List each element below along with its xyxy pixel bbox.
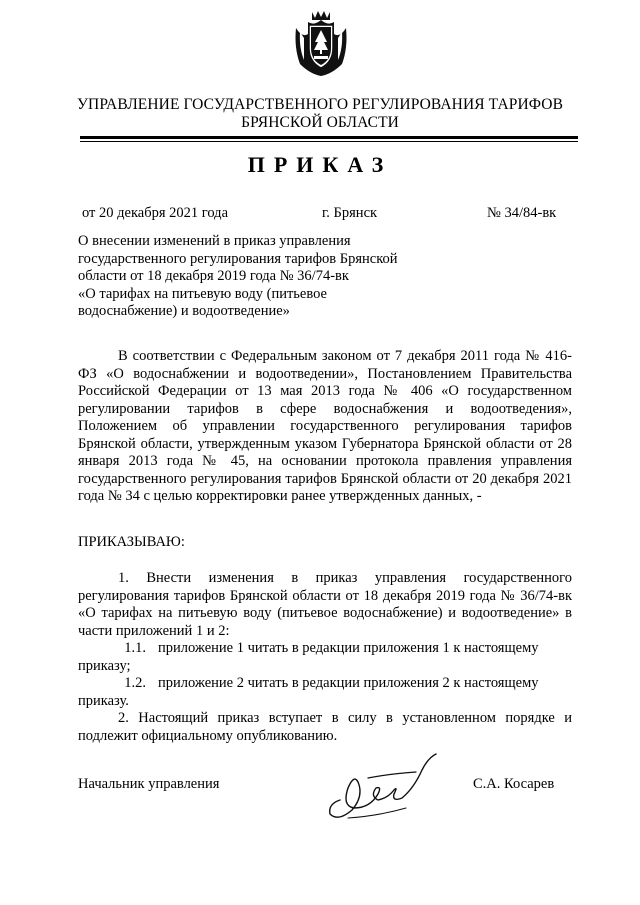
subject-line: государственного регулирования тарифов Брянской xyxy=(78,250,398,267)
item-number: 1.1. xyxy=(124,640,146,656)
document-city: г. Брянск xyxy=(322,205,378,221)
signatory-position: Начальник управления xyxy=(78,776,220,792)
organization-name-line1: УПРАВЛЕНИЕ ГОСУДАРСТВЕННОГО РЕГУЛИРОВАНИЯ ТАРИФОВ xyxy=(76,96,564,113)
signatory-name: С.А. Косарев xyxy=(473,776,555,792)
handwritten-signature xyxy=(318,748,458,828)
subject-line: О внесении изменений в приказ управления xyxy=(78,233,351,249)
subject-line: «О тарифах на питьевую воду (питьевое xyxy=(78,285,327,302)
document-number: № 34/84-вк xyxy=(487,205,557,221)
order-item-1-2 xyxy=(78,675,572,710)
organization-name-line2: БРЯНСКОЙ ОБЛАСТИ xyxy=(241,114,399,131)
header-divider-thick xyxy=(80,136,578,139)
order-item-2: 2. Настоящий приказ вступает в силу в установленном порядке и подлежит официальному опубликованию. xyxy=(78,710,572,744)
order-directive: ПРИКАЗЫВАЮ: xyxy=(78,534,185,550)
item-text-continuation: приказу. xyxy=(78,692,129,709)
header-divider-thin xyxy=(80,141,578,142)
subject-line: области от 18 декабря 2019 года № 36/74-вк xyxy=(78,268,349,284)
subject-line: водоснабжение) и водоотведение» xyxy=(78,303,290,319)
preamble-paragraph: В соответствии с Федеральным законом от 7 декабря 2011 года № 416-ФЗ «О водоснабжении и водоотведении», Постановлением Правительства Российской Федерации от 13 мая 2013 года № 406 «О государственном регулировании тарифов в сфере водоснабжения и водоотведения», Положением об управлении государственного регулирования тарифов Брянской области, утвержденным указом Губернатора Брянской области от 28 января 2013 года № 45, на основании протокола правления управления государственного регулирования тарифов Брянской области от 20 декабря 2021 года № 34 с целью корректировки ранее утвержденных данных, - xyxy=(78,348,572,504)
order-item-1-1 xyxy=(78,640,572,675)
document-subject xyxy=(78,233,408,321)
order-item-1: 1. Внести изменения в приказ управления государственного регулирования тарифов Брянской области от 18 декабря 2019 года № 36/74-вк «О тарифах на питьевую воду (питьевое водоснабжение) и водоотведение» в части приложений 1 и 2: xyxy=(78,570,572,639)
document-date: от 20 декабря 2021 года xyxy=(82,205,228,221)
coat-of-arms-emblem xyxy=(290,8,352,78)
item-text: приложение 2 читать в редакции приложения 2 к настоящему xyxy=(158,675,539,691)
document-title: ПРИКАЗ xyxy=(247,152,393,177)
item-number: 1.2. xyxy=(124,675,146,691)
item-text-continuation: приказу; xyxy=(78,657,131,674)
item-text: приложение 1 читать в редакции приложения 1 к настоящему xyxy=(158,640,539,656)
